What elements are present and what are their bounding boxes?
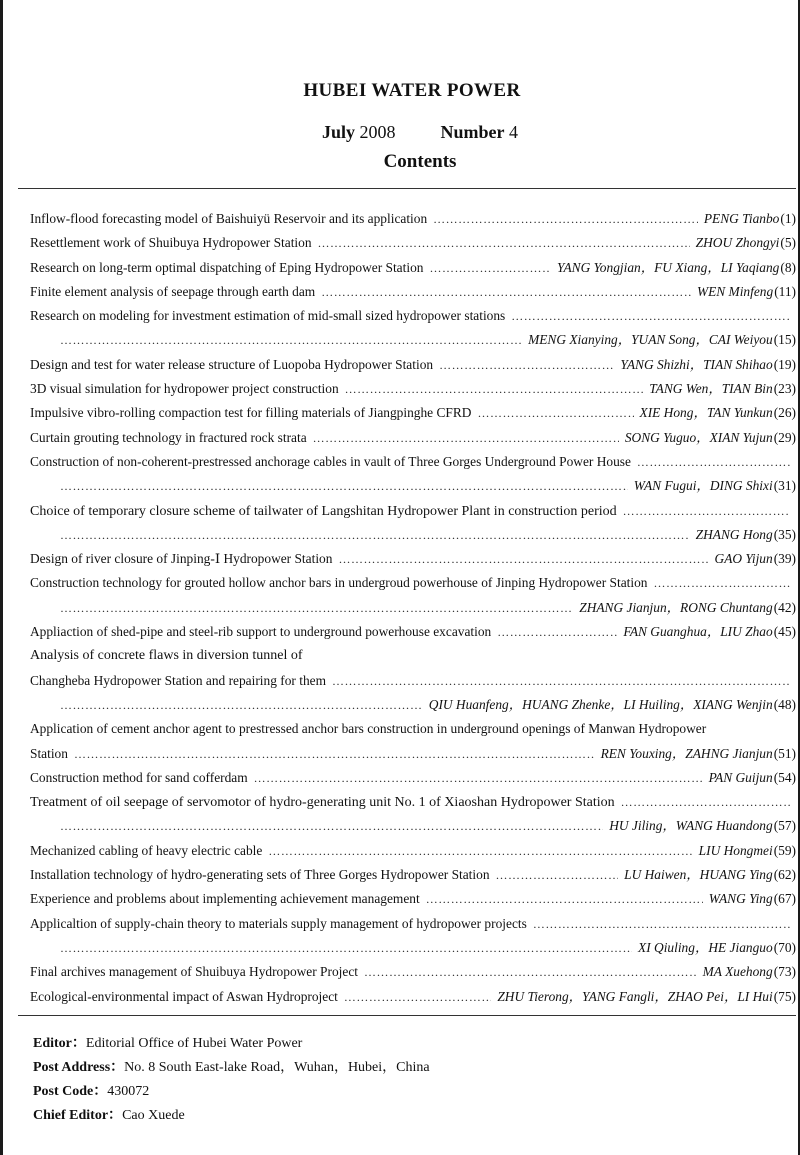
- toc-title: Choice of temporary closure scheme of tailwater of Langshitan Hydropower Plant in construction period: [30, 503, 617, 519]
- toc-authors: LIU Hongmei: [698, 842, 773, 858]
- dot-leader: [60, 474, 628, 498]
- toc-entry[interactable]: [30, 887, 796, 911]
- toc-entry[interactable]: [30, 499, 796, 523]
- toc-authors: QIU Huanfeng，HUANG Zhenke，LI Huiling，XIANG Wenjin: [428, 696, 773, 712]
- toc-page: (70): [773, 939, 796, 955]
- issue-number-value: 4: [509, 122, 518, 142]
- toc-entry[interactable]: [30, 839, 796, 863]
- toc-entry-continuation[interactable]: [30, 596, 796, 620]
- dot-leader: [60, 328, 522, 352]
- toc-entry[interactable]: [30, 450, 796, 474]
- toc-title: Construction method for sand cofferdam: [30, 769, 248, 785]
- toc-authors: PAN Guijun: [708, 769, 773, 785]
- dot-leader: [254, 766, 703, 790]
- toc-page: (75): [773, 988, 796, 1004]
- dot-leader: [433, 207, 698, 231]
- toc-entry[interactable]: [30, 547, 796, 571]
- toc-authors: WAN Fugui，DING Shixi: [633, 478, 773, 494]
- toc-page: (31): [773, 478, 796, 494]
- toc-entry-continuation[interactable]: [30, 742, 796, 766]
- dot-leader: [511, 304, 790, 328]
- toc-page: (73): [773, 964, 796, 980]
- toc-authors: WANG Ying: [708, 891, 773, 907]
- toc-page: (48): [773, 696, 796, 712]
- toc-title: Research on long-term optimal dispatching of Eping Hydropower Station: [30, 259, 424, 275]
- toc-authors: YANG Yongjian，FU Xiang，LI Yaqiang: [556, 259, 780, 275]
- toc-page: (19): [773, 356, 796, 372]
- page-left-border: [0, 0, 3, 1155]
- dot-leader: [497, 620, 617, 644]
- toc-entry-continuation[interactable]: [30, 328, 796, 352]
- toc-authors: REN Youxing，ZAHNG Jianjun: [600, 745, 773, 761]
- toc-page: (51): [773, 745, 796, 761]
- toc-authors: ZHANG Jianjun，RONG Chuntang: [579, 599, 773, 615]
- dot-leader: [338, 547, 708, 571]
- toc-authors: MENG Xianying，YUAN Song，CAI Weiyou: [528, 332, 773, 348]
- imprint-editor: [33, 1032, 430, 1056]
- toc-title: Design of river closure of Jinping-Ⅰ Hydropower Station: [30, 551, 333, 567]
- toc-entry[interactable]: [30, 304, 796, 328]
- toc-title: Treatment of oil seepage of servomotor of hydro-generating unit No. 1 of Xiaoshan Hydropower Station: [30, 795, 615, 811]
- toc-page: (62): [773, 867, 796, 883]
- toc-entry-continuation[interactable]: [30, 693, 796, 717]
- toc-authors: LU Haiwen，HUANG Ying: [624, 867, 773, 883]
- toc-page: (15): [773, 332, 796, 348]
- toc-entry[interactable]: [30, 960, 796, 984]
- toc-entry[interactable]: [30, 280, 796, 304]
- toc-entry[interactable]: [30, 644, 796, 668]
- dot-leader: [364, 960, 697, 984]
- toc-entry-continuation[interactable]: [30, 523, 796, 547]
- toc-title: Appliaction of shed-pipe and steel-rib support to underground powerhouse excavation: [30, 624, 492, 640]
- toc-entry[interactable]: [30, 912, 796, 936]
- table-of-contents: [30, 207, 796, 1009]
- toc-entry-continuation[interactable]: [30, 669, 796, 693]
- toc-title: Impulsive vibro-rolling compaction test for filling materials of Jiangpinghe CFRD: [30, 405, 472, 421]
- dot-leader: [60, 693, 423, 717]
- dot-leader: [621, 790, 790, 814]
- footer-divider: [18, 1015, 796, 1016]
- toc-entry[interactable]: [30, 231, 796, 255]
- toc-authors: WEN Minfeng: [696, 283, 774, 299]
- toc-page: (29): [773, 429, 796, 445]
- toc-page: (23): [773, 381, 796, 397]
- imprint: [33, 1032, 430, 1128]
- toc-entry[interactable]: [30, 353, 796, 377]
- toc-entry-continuation[interactable]: [30, 474, 796, 498]
- toc-authors: ZHOU Zhongyi: [695, 235, 780, 251]
- dot-leader: [533, 912, 790, 936]
- journal-title: HUBEI WATER POWER: [303, 80, 521, 101]
- toc-page: (35): [773, 526, 796, 542]
- toc-title: 3D visual simulation for hydropower project construction: [30, 381, 339, 397]
- dot-leader: [60, 596, 573, 620]
- issue-number-label: Number: [440, 122, 505, 142]
- toc-title: Resettlement work of Shuibuya Hydropower Station: [30, 235, 312, 251]
- toc-authors: XIE Hong，TAN Yunkun: [639, 405, 773, 421]
- dot-leader: [60, 523, 690, 547]
- dot-leader: [653, 571, 790, 595]
- toc-entry[interactable]: [30, 620, 796, 644]
- toc-title: Final archives management of Shuibuya Hydropower Project: [30, 964, 358, 980]
- toc-authors: TANG Wen，TIAN Bin: [649, 381, 773, 397]
- toc-entry[interactable]: [30, 766, 796, 790]
- imprint-postcode: [33, 1080, 430, 1104]
- toc-title: Inflow-flood forecasting model of Baishuiyü Reservoir and its application: [30, 211, 428, 226]
- toc-title: Installation technology of hydro-generating sets of Three Gorges Hydropower Station: [30, 867, 490, 883]
- toc-page: (45): [773, 624, 796, 640]
- dot-leader: [318, 231, 690, 255]
- toc-page: (5): [780, 235, 796, 251]
- issue-line: [40, 122, 800, 143]
- toc-title: Research on modeling for investment estimation of mid-small sized hydropower stations: [30, 308, 506, 324]
- dot-leader: [313, 426, 619, 450]
- imprint-value: Editorial Office of Hubei Water Power: [85, 1036, 303, 1051]
- toc-page: (39): [773, 551, 796, 567]
- dot-leader: [637, 450, 790, 474]
- toc-title: Mechanized cabling of heavy electric cable: [30, 842, 263, 858]
- dot-leader: [60, 936, 632, 960]
- toc-entry[interactable]: [30, 571, 796, 595]
- toc-title: Ecological-environmental impact of Aswan Hydroproject: [30, 988, 338, 1004]
- imprint-address: [33, 1056, 430, 1080]
- toc-entry[interactable]: [30, 985, 796, 1009]
- toc-title: Construction of non-coherent-prestressed anchorage cables in vault of Three Gorges Underground Power House: [30, 453, 631, 469]
- toc-entry-continuation[interactable]: [30, 814, 796, 838]
- imprint-chief-editor: [33, 1104, 430, 1128]
- toc-title: Applicaltion of supply-chain theory to materials supply management of hydropower projects: [30, 915, 527, 931]
- toc-entry[interactable]: [30, 426, 796, 450]
- toc-page: (59): [773, 842, 796, 858]
- toc-authors: XI Qiuling，HE Jianguo: [638, 939, 773, 955]
- toc-authors: SONG Yuguo，XIAN Yujun: [624, 429, 773, 445]
- toc-title: Experience and problems about implementing achievement management: [30, 891, 420, 907]
- toc-title: Finite element analysis of seepage through earth dam: [30, 283, 316, 299]
- toc-authors: HU Jiling，WANG Huandong: [609, 818, 773, 834]
- page-header: [0, 80, 800, 173]
- toc-page: (57): [773, 818, 796, 834]
- dot-leader: [496, 863, 619, 887]
- toc-authors: FAN Guanghua，LIU Zhao: [623, 624, 773, 640]
- toc-page: (11): [774, 283, 796, 299]
- dot-leader: [429, 256, 550, 280]
- toc-title: Application of cement anchor agent to prestressed anchor bars construction in underground openings of Manwan Hydropower: [30, 721, 707, 737]
- toc-authors: GAO Yijun: [714, 551, 773, 567]
- dot-leader: [332, 669, 790, 693]
- toc-entry[interactable]: [30, 717, 796, 741]
- toc-authors: ZHU Tierong，YANG Fangli，ZHAO Pei，LI Hui: [497, 988, 773, 1004]
- imprint-value: No. 8 South East-lake Road，Wuhan，Hubei，China: [124, 1060, 430, 1075]
- contents-heading: Contents: [383, 151, 457, 172]
- toc-authors: PENG Tianbo: [703, 211, 780, 226]
- imprint-label: Post Address：: [33, 1060, 125, 1075]
- toc-entry[interactable]: [30, 790, 796, 814]
- dot-leader: [477, 401, 633, 425]
- toc-entry[interactable]: [30, 256, 796, 280]
- toc-page: (1): [780, 211, 796, 226]
- dot-leader: [345, 377, 644, 401]
- imprint-label: Editor：: [33, 1036, 86, 1051]
- toc-entry[interactable]: [30, 207, 796, 231]
- toc-title: Analysis of concrete flaws in diversion tunnel of: [30, 648, 303, 664]
- toc-page: (54): [773, 769, 796, 785]
- toc-entry[interactable]: [30, 377, 796, 401]
- imprint-value: 430072: [107, 1084, 150, 1099]
- toc-title: Station: [30, 745, 68, 761]
- toc-entry-continuation[interactable]: [30, 936, 796, 960]
- dot-leader: [439, 353, 614, 377]
- toc-entry[interactable]: [30, 401, 796, 425]
- dot-leader: [321, 280, 691, 304]
- toc-page: (67): [773, 891, 796, 907]
- toc-authors: ZHANG Hong: [695, 526, 773, 542]
- toc-page: (8): [780, 259, 796, 275]
- issue-year: 2008: [359, 122, 396, 142]
- toc-authors: MA Xuehong: [702, 964, 773, 980]
- dot-leader: [623, 499, 790, 523]
- dot-leader: [74, 742, 595, 766]
- imprint-value: Cao Xuede: [122, 1108, 185, 1123]
- toc-page: (26): [773, 405, 796, 421]
- toc-entry[interactable]: [30, 863, 796, 887]
- toc-title: Curtain grouting technology in fractured rock strata: [30, 429, 307, 445]
- dot-leader: [60, 814, 603, 838]
- header-divider: [18, 188, 796, 189]
- issue-month: July: [321, 122, 355, 142]
- toc-page: (42): [773, 599, 796, 615]
- imprint-label: Post Code：: [33, 1084, 108, 1099]
- toc-title: Design and test for water release structure of Luopoba Hydropower Station: [30, 356, 434, 372]
- dot-leader: [268, 839, 692, 863]
- dot-leader: [426, 887, 703, 911]
- toc-title: Changheba Hydropower Station and repairing for them: [30, 672, 326, 688]
- dot-leader: [344, 985, 491, 1009]
- toc-authors: YANG Shizhi，TIAN Shihao: [620, 356, 773, 372]
- imprint-label: Chief Editor：: [33, 1108, 123, 1123]
- toc-title: Construction technology for grouted hollow anchor bars in undergroud powerhouse of Jinping Hydropower Station: [30, 575, 648, 591]
